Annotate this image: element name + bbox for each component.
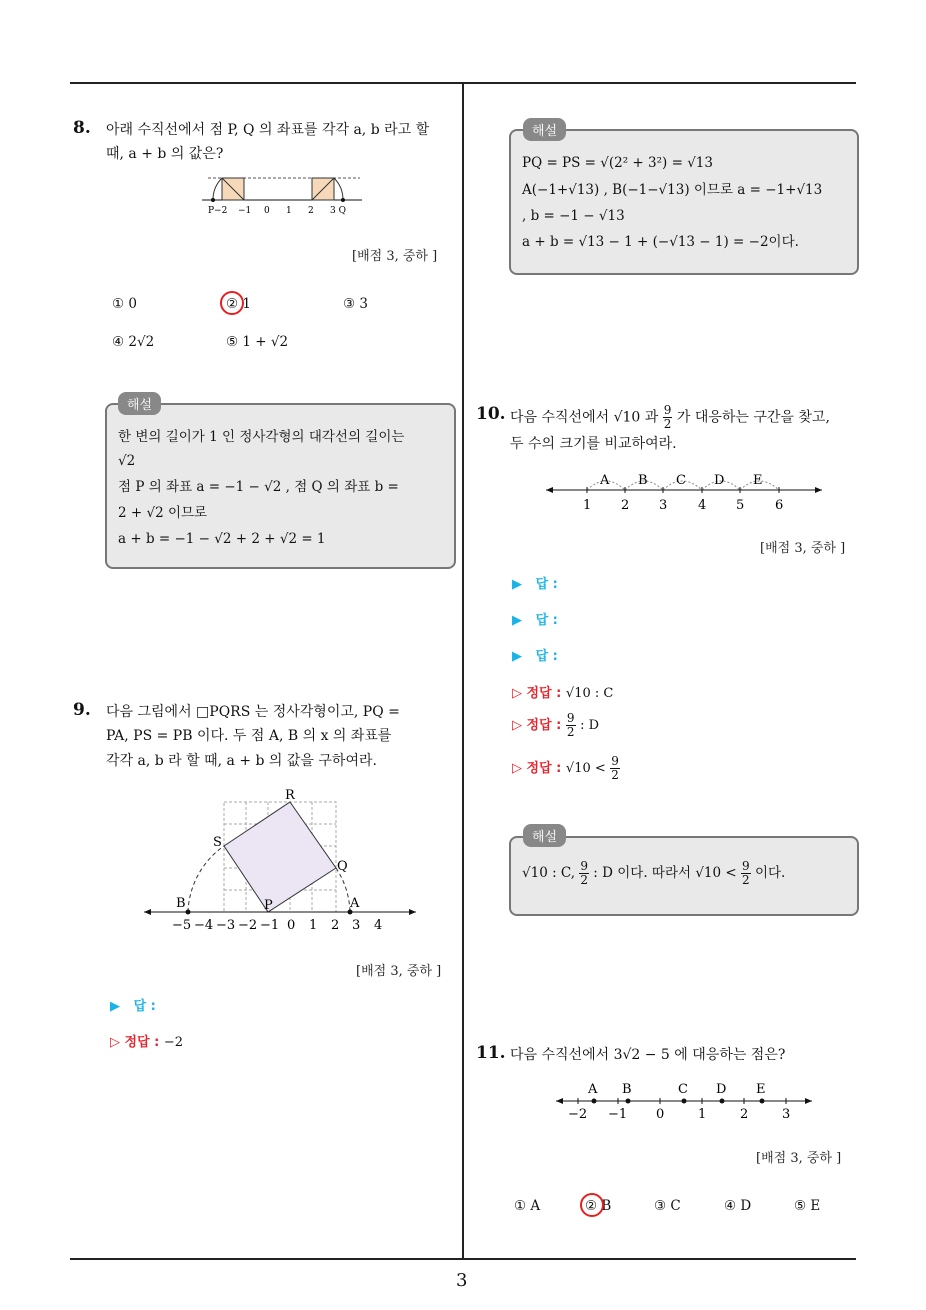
q9-solution-tag: 해설 bbox=[523, 118, 566, 141]
q11-number: 11. bbox=[476, 1043, 506, 1063]
q10-label-E: E bbox=[753, 473, 763, 488]
q8-choice-5[interactable]: ⑤ 1 + √2 bbox=[226, 334, 289, 350]
q10-answer-row-3: ▶ 답 : bbox=[512, 649, 558, 664]
q8-choice-4[interactable]: ④ 2√2 bbox=[112, 334, 155, 350]
q9-point-R: R bbox=[285, 788, 295, 803]
q9-point-A: A bbox=[350, 896, 360, 911]
q8-tick-1: −1 bbox=[238, 206, 252, 216]
q10-sol-frac-2: $\frac{9}{2}$ bbox=[742, 859, 750, 887]
q10-correct-arrow-icon-1: ▷ bbox=[512, 686, 527, 701]
q11-label-D: D bbox=[716, 1082, 727, 1097]
q8-sol-line4: 2 + √2 이므로 bbox=[118, 505, 208, 521]
q8-number: 8. bbox=[73, 118, 91, 138]
q11-choice-1[interactable]: ① A bbox=[514, 1198, 541, 1214]
q9-point-Q: Q bbox=[337, 859, 348, 874]
q8-tick-5: 3 Q bbox=[330, 206, 346, 216]
q8-sol-line2: √2 bbox=[118, 453, 136, 469]
q10-text-line1 bbox=[510, 404, 830, 431]
q8-tick-2: 0 bbox=[264, 206, 270, 216]
q10-number-line-figure bbox=[542, 468, 827, 516]
q11-text: 다음 수직선에서 3√2 − 5 에 대응하는 점은? bbox=[510, 1047, 786, 1063]
q10-sqrt: √10 bbox=[613, 409, 641, 426]
q9-tick-m4: −4 bbox=[194, 918, 214, 933]
q9-text-line2: PA, PS = PB 이다. 두 점 A, B 의 x 의 좌표를 bbox=[106, 728, 392, 744]
q11-choice-2[interactable]: ② B bbox=[585, 1198, 612, 1214]
q11-label-B: B bbox=[622, 1082, 632, 1097]
q9-sol-line3: , b = −1 − √13 bbox=[522, 208, 625, 224]
q9-correct-value: −2 bbox=[163, 1035, 184, 1050]
q9-answer-arrow-icon: ▶ bbox=[110, 999, 134, 1014]
q10-score: [배점 3, 중하 ] bbox=[760, 541, 846, 556]
q11-tick-m1: −1 bbox=[608, 1107, 628, 1122]
q8-sol-line3: 점 P 의 좌표 a = −1 − √2 , 점 Q 의 좌표 b = bbox=[118, 479, 399, 495]
q10-answer-row-2: ▶ 답 : bbox=[512, 613, 558, 628]
q10-number: 10. bbox=[476, 404, 506, 424]
q9-score: [배점 3, 중하 ] bbox=[356, 964, 442, 979]
q8-sol-line5: a + b = −1 − √2 + 2 + √2 = 1 bbox=[118, 531, 326, 547]
q11-tick-3: 3 bbox=[782, 1107, 791, 1122]
q10-answer-arrow-icon-3: ▶ bbox=[512, 649, 536, 664]
q10-text-c: 가 대응하는 구간을 찾고, bbox=[676, 409, 830, 426]
q10-label-A: A bbox=[600, 473, 610, 488]
q11-tick-1: 1 bbox=[698, 1107, 707, 1122]
q9-point-P: P bbox=[264, 898, 273, 913]
column-divider bbox=[462, 82, 464, 1260]
q10-correct-row-1: ▷ 정답 : √10 : C bbox=[512, 686, 614, 701]
q8-score: [배점 3, 중하 ] bbox=[352, 249, 438, 264]
q9-tick-3: 3 bbox=[352, 918, 361, 933]
q9-number: 9. bbox=[73, 700, 91, 720]
q11-choice-4[interactable]: ④ D bbox=[724, 1198, 752, 1214]
q10-correct-2-frac: $\frac{9}{2}$ bbox=[566, 711, 575, 739]
bottom-rule bbox=[70, 1258, 856, 1260]
q8-text-line2: 때, a + b 의 값은? bbox=[106, 146, 224, 162]
q11-tick-m2: −2 bbox=[568, 1107, 588, 1122]
q11-choice-5[interactable]: ⑤ E bbox=[794, 1198, 821, 1214]
q9-sol-line4: a + b = √13 − 1 + (−√13 − 1) = −2이다. bbox=[522, 234, 799, 250]
q9-tick-4: 4 bbox=[374, 918, 383, 933]
q10-fraction: $\frac{9}{2}$ bbox=[663, 403, 672, 431]
q10-text-a: 다음 수직선에서 bbox=[510, 409, 610, 426]
q9-tick-2: 2 bbox=[331, 918, 340, 933]
q10-answer-row-1: ▶ 답 : bbox=[512, 577, 558, 592]
q10-sol-line: √10 : C, $\frac{9}{2}$ : D 이다. 따라서 √10 < $\frac{9}{2}$ 이다. bbox=[522, 859, 786, 887]
q9-correct-arrow-icon: ▷ bbox=[110, 1035, 125, 1050]
q9-solution-box bbox=[509, 129, 859, 275]
q10-label-B: B bbox=[638, 473, 648, 488]
q10-solution-tag: 해설 bbox=[523, 824, 566, 847]
q10-correct-3-frac: $\frac{9}{2}$ bbox=[611, 754, 619, 782]
q10-tick-4: 4 bbox=[698, 498, 707, 513]
q8-text-line1: 아래 수직선에서 점 P, Q 의 좌표를 각각 a, b 라고 할 bbox=[106, 122, 430, 138]
q8-solution-tag: 해설 bbox=[118, 392, 161, 415]
q10-correct-arrow-icon-2: ▷ bbox=[512, 718, 527, 733]
q10-answer-arrow-icon-1: ▶ bbox=[512, 577, 536, 592]
q11-tick-2: 2 bbox=[740, 1107, 749, 1122]
q9-answer-row bbox=[110, 995, 156, 1014]
q10-correct-2: : D bbox=[580, 718, 600, 733]
q10-answer-arrow-icon-2: ▶ bbox=[512, 613, 536, 628]
q9-tick-1: 1 bbox=[309, 918, 318, 933]
q9-tick-m3: −3 bbox=[216, 918, 236, 933]
q8-tick-4: 2 bbox=[308, 206, 314, 216]
q10-correct-3: √10 < bbox=[565, 761, 606, 776]
q10-correct-arrow-icon-3: ▷ bbox=[512, 761, 527, 776]
q10-label-D: D bbox=[714, 473, 725, 488]
q11-selected-mark bbox=[580, 1193, 604, 1217]
q8-choice-2[interactable]: ② 1 bbox=[226, 296, 251, 312]
q11-number-line-figure bbox=[552, 1077, 817, 1125]
q10-label-C: C bbox=[676, 473, 686, 488]
q10-tick-1: 1 bbox=[583, 498, 592, 513]
q9-point-S: S bbox=[213, 835, 222, 850]
q8-sol-line1: 한 변의 길이가 1 인 정사각형의 대각선의 길이는 bbox=[118, 429, 405, 445]
q9-correct-row bbox=[110, 1031, 183, 1050]
q9-answer-label: 답 : bbox=[133, 999, 156, 1014]
q9-sol-line1: PQ = PS = √(2² + 3²) = √13 bbox=[522, 155, 713, 171]
q9-tick-m5: −5 bbox=[172, 918, 192, 933]
q10-tick-3: 3 bbox=[659, 498, 668, 513]
q10-correct-1: √10 : C bbox=[565, 686, 614, 701]
q8-choice-3[interactable]: ③ 3 bbox=[343, 296, 368, 312]
q11-label-A: A bbox=[588, 1082, 598, 1097]
q10-tick-6: 6 bbox=[775, 498, 784, 513]
q9-text-line3: 각각 a, b 라 할 때, a + b 의 값을 구하여라. bbox=[106, 753, 377, 769]
q11-label-C: C bbox=[678, 1082, 688, 1097]
q11-tick-0: 0 bbox=[656, 1107, 665, 1122]
page-number: 3 bbox=[456, 1270, 468, 1291]
q9-point-B: B bbox=[176, 896, 186, 911]
q11-choice-3[interactable]: ③ C bbox=[654, 1198, 681, 1214]
q9-tick-m2: −2 bbox=[238, 918, 258, 933]
q10-text-line2: 두 수의 크기를 비교하여라. bbox=[510, 436, 677, 452]
q10-correct-row-2: ▷ 정답 : $\frac{9}{2}$ : D bbox=[512, 711, 600, 739]
q9-square-figure bbox=[140, 785, 420, 935]
q9-sol-line2: A(−1+√13) , B(−1−√13) 이므로 a = −1+√13 bbox=[522, 182, 823, 198]
q11-score: [배점 3, 중하 ] bbox=[756, 1151, 842, 1166]
q9-correct-label: 정답 : bbox=[124, 1035, 160, 1050]
q8-tick-3: 1 bbox=[286, 206, 292, 216]
q9-tick-0: 0 bbox=[287, 918, 296, 933]
q10-tick-5: 5 bbox=[736, 498, 745, 513]
q10-text-b: 과 bbox=[644, 409, 659, 426]
q10-tick-2: 2 bbox=[621, 498, 630, 513]
q8-choice-1[interactable]: ① 0 bbox=[112, 296, 137, 312]
q8-selected-mark bbox=[220, 291, 244, 315]
q11-label-E: E bbox=[756, 1082, 766, 1097]
q8-number-line-figure bbox=[200, 170, 365, 220]
q9-tick-m1: −1 bbox=[260, 918, 280, 933]
q9-text-line1: 다음 그림에서 □PQRS 는 정사각형이고, PQ = bbox=[106, 704, 400, 720]
q8-tick-0: P−2 bbox=[208, 206, 228, 216]
q10-sol-frac-1: $\frac{9}{2}$ bbox=[580, 859, 588, 887]
q10-correct-row-3: ▷ 정답 : √10 < $\frac{9}{2}$ bbox=[512, 754, 619, 782]
